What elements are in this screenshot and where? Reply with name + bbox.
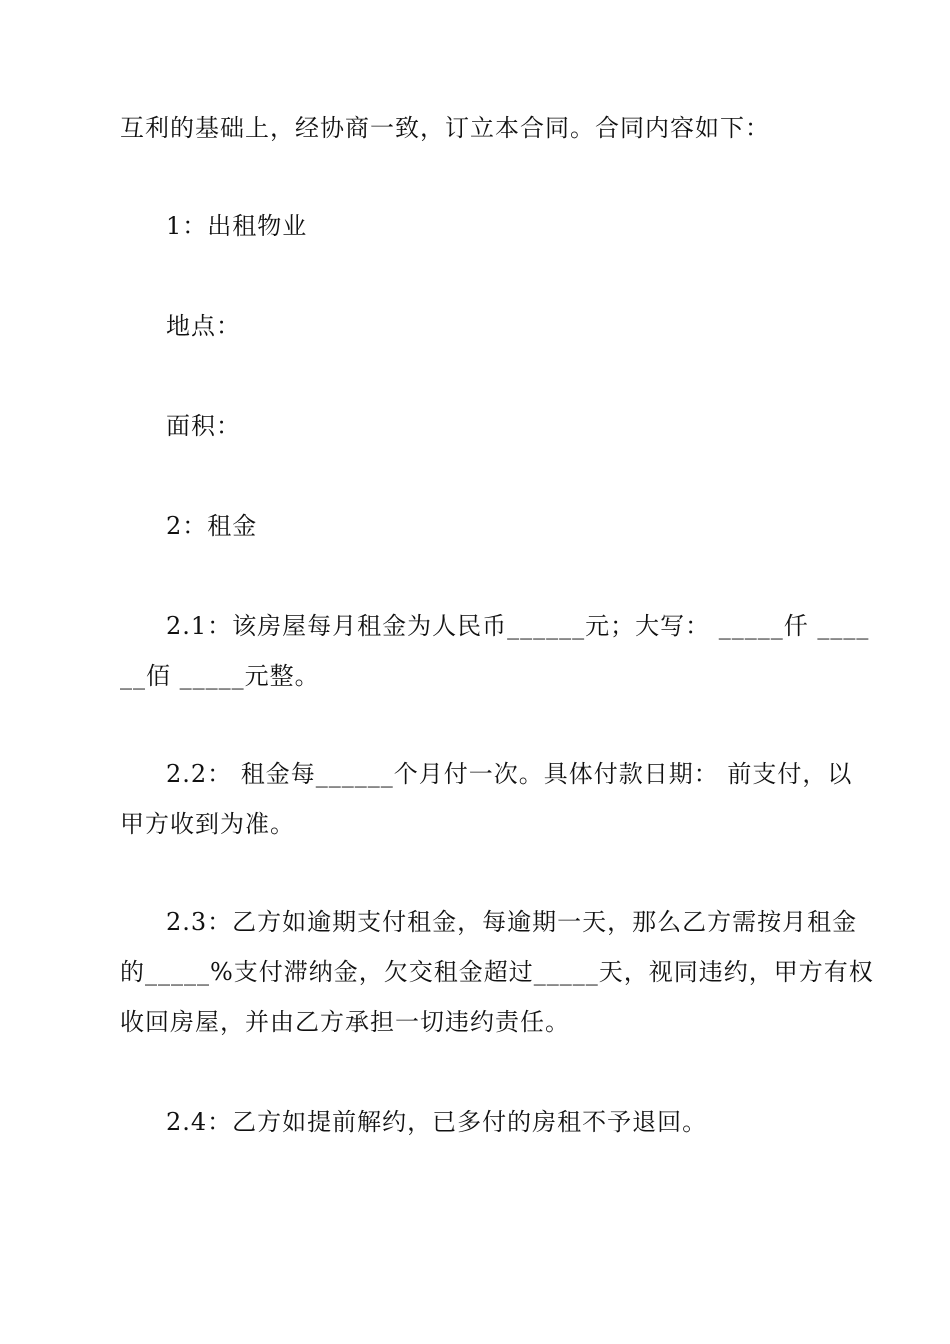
clause-2-4 — [120, 1097, 832, 1147]
paragraph-line: 甲方收到为准。 — [120, 810, 295, 838]
section-2-heading — [120, 501, 832, 551]
paragraph-line: __佰 _____元整。 — [120, 662, 320, 690]
paragraph-line: 1：出租物业 — [166, 212, 308, 240]
paragraph-line: 2：租金 — [166, 512, 258, 540]
section-1-heading — [120, 201, 832, 251]
paragraph-line: 地点： — [166, 312, 241, 340]
clause-2-2 — [120, 749, 853, 849]
location-field — [120, 301, 832, 351]
clause-2-1 — [120, 601, 870, 701]
paragraph-line: 互利的基础上，经协商一致，订立本合同。合同内容如下： — [120, 114, 770, 142]
paragraph-line: 2.2： 租金每______个月付一次。具体付款日期： 前支付，以 — [166, 760, 853, 788]
paragraph-line: 2.4：乙方如提前解约，已多付的房租不予退回。 — [166, 1108, 708, 1136]
clause-2-3 — [120, 897, 874, 1047]
paragraph-line: 面积： — [166, 412, 241, 440]
paragraph-line: 收回房屋，并由乙方承担一切违约责任。 — [120, 1008, 570, 1036]
paragraph-line: 2.3：乙方如逾期支付租金，每逾期一天，那么乙方需按月租金 — [166, 908, 858, 936]
intro-paragraph — [120, 103, 832, 153]
paragraph-line: 的_____%支付滞纳金，欠交租金超过_____天，视同违约，甲方有权 — [120, 958, 874, 986]
paragraph-line: 2.1：该房屋每月租金为人民币______元；大写： _____仟 ____ — [166, 612, 870, 640]
area-field — [120, 401, 832, 451]
